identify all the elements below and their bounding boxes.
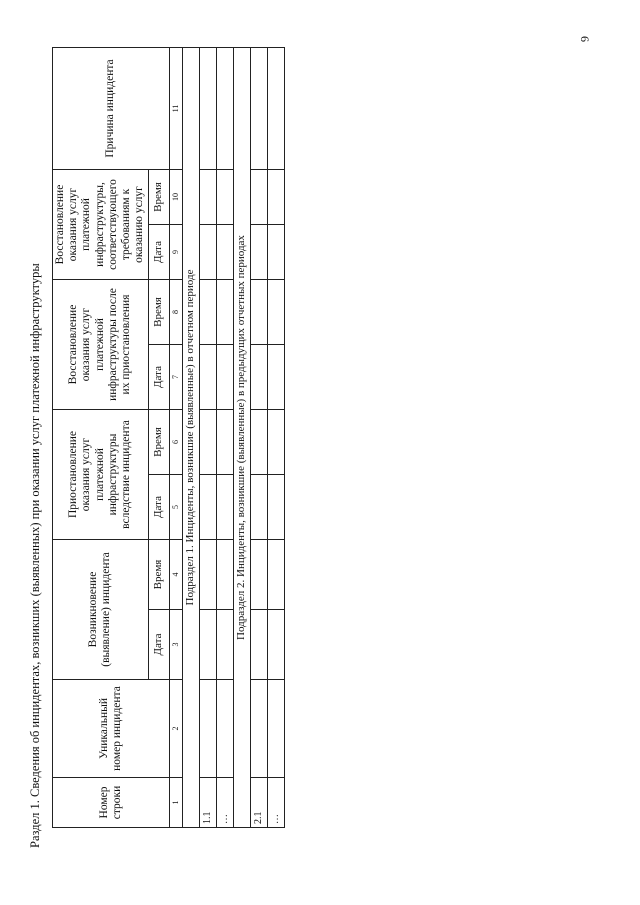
row-label: 1.1	[199, 778, 216, 828]
header-time: Время	[148, 280, 169, 345]
header-date: Дата	[148, 225, 169, 280]
subsection-2-row	[233, 48, 250, 828]
header-restoration-compliant: Восстановление оказания услуг платежной инфраструктуры, соответствующего требованиям к оказанию услуг	[53, 170, 149, 280]
header-time: Время	[148, 540, 169, 610]
column-number: 4	[169, 540, 182, 610]
table-row	[199, 48, 216, 828]
column-number: 2	[169, 680, 182, 778]
row-label: …	[267, 778, 284, 828]
column-number: 1	[169, 778, 182, 828]
subsection-1-row	[182, 48, 199, 828]
header-date: Дата	[148, 610, 169, 680]
column-number: 6	[169, 410, 182, 475]
page-number: 6	[578, 36, 592, 42]
header-unique-id: Уникальный номер инцидента	[53, 680, 170, 778]
column-number: 8	[169, 280, 182, 345]
column-number: 5	[169, 475, 182, 540]
section-title: Раздел 1. Сведения об инцидентах, возникших (выявленных) при оказании услуг платежной инфраструктуры	[28, 263, 42, 848]
table-row	[250, 48, 267, 828]
incident-table	[52, 47, 285, 828]
table-row	[267, 48, 284, 828]
header-date: Дата	[148, 345, 169, 410]
rotated-sheet	[28, 38, 608, 848]
column-number-row	[169, 48, 182, 828]
header-time: Время	[148, 410, 169, 475]
header-restoration: Восстановление оказания услуг платежной инфраструктуры после их приостановления	[53, 280, 149, 410]
column-number: 3	[169, 610, 182, 680]
row-label: 2.1	[250, 778, 267, 828]
header-row	[53, 48, 149, 828]
subsection-title: Подраздел 1. Инциденты, возникшие (выявленные) в отчетном периоде	[182, 48, 199, 828]
column-number: 9	[169, 225, 182, 280]
header-occurrence: Возникновение (выявление) инцидента	[53, 540, 149, 680]
header-row-number: Номер строки	[53, 778, 170, 828]
header-time: Время	[148, 170, 169, 225]
header-date: Дата	[148, 475, 169, 540]
header-suspension: Приостановление оказания услуг платежной инфраструктуры вследствие инцидента	[53, 410, 149, 540]
column-number: 10	[169, 170, 182, 225]
table-row	[216, 48, 233, 828]
column-number: 7	[169, 345, 182, 410]
column-number: 11	[169, 48, 182, 170]
row-label: …	[216, 778, 233, 828]
subsection-title: Подраздел 2. Инциденты, возникшие (выявленные) в предыдущих отчетных периодах	[233, 48, 250, 828]
header-cause: Причина инцидента	[53, 48, 170, 170]
